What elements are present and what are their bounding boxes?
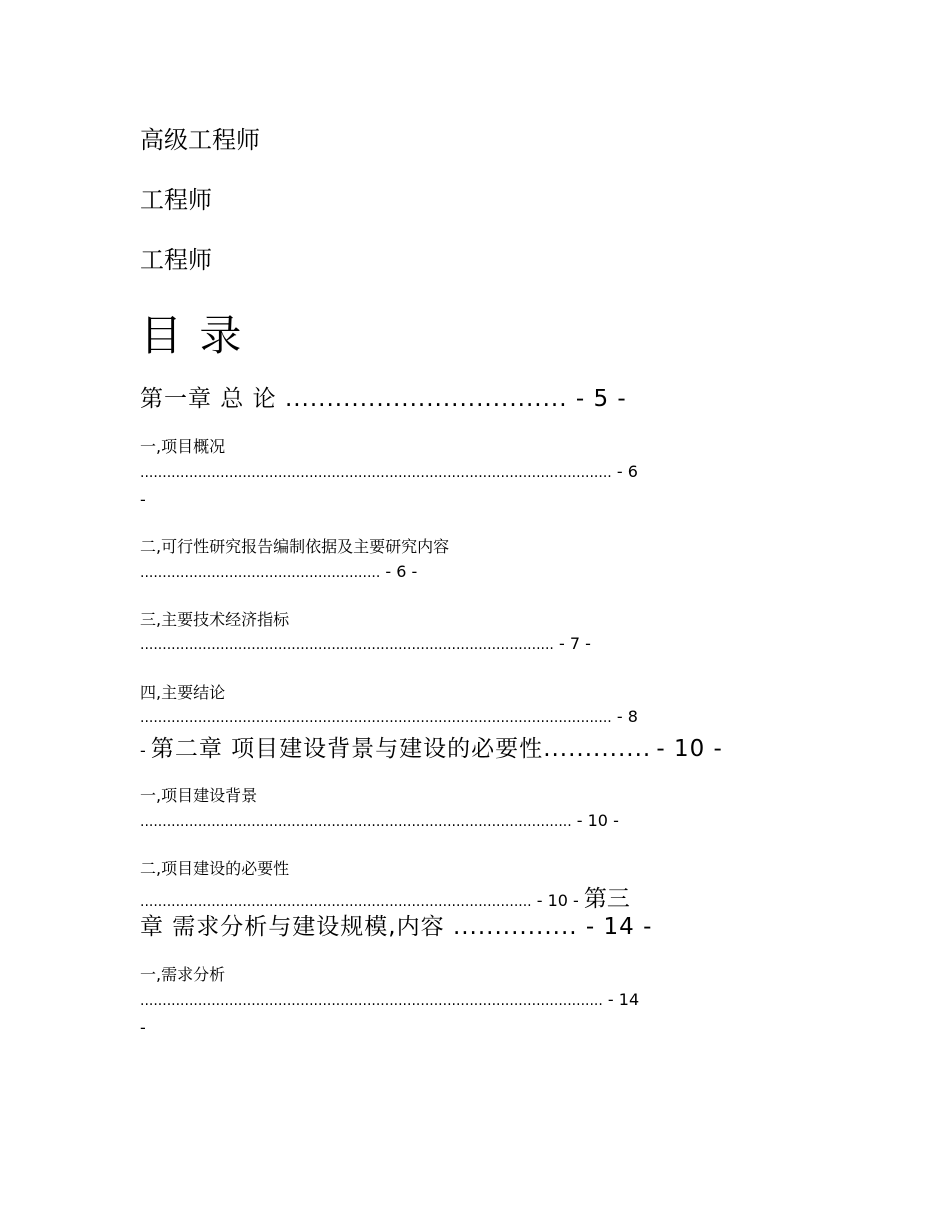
chapter-label: 章 需求分析与建设规模,内容 (140, 914, 445, 940)
page-number: - 14 (607, 990, 640, 1009)
page-number: - 10 - (576, 811, 619, 830)
toc-chapter-2[interactable] (140, 730, 723, 763)
chapter-label: 第一章 总 论 (140, 386, 277, 412)
toc-entry-leader[interactable] (140, 990, 639, 1009)
chapter-dots: ............... (452, 914, 578, 940)
toc-entry-leader[interactable] (140, 562, 417, 581)
page-number: - 8 (616, 707, 638, 726)
page-number: - 6 (616, 462, 638, 481)
chapter-dots: .................................. (284, 386, 568, 412)
chapter-page: - 10 - (656, 736, 723, 762)
page-number: - 10 - (536, 891, 579, 910)
toc-entry-label[interactable]: 四,主要结论 (140, 683, 226, 702)
toc-entry-label[interactable]: 三,主要技术经济指标 (140, 610, 290, 629)
toc-entry-label[interactable]: 二,可行性研究报告编制依据及主要研究内容 (140, 537, 450, 556)
toc-entry-label[interactable]: 二,项目建设的必要性 (140, 859, 290, 878)
leader-dots: .......................................................................................................... (140, 465, 612, 481)
toc-entry-leader[interactable] (140, 811, 619, 830)
leader-dots: ................................................................................................. (140, 814, 572, 830)
leader-dots: ............................................................................................. (140, 637, 554, 653)
signer-title-1: 高级工程师 (140, 126, 260, 154)
chapter-label: 第二章 项目建设背景与建设的必要性 (150, 736, 544, 762)
toc-heading: 目 录 (140, 311, 244, 360)
toc-chapter-1[interactable] (140, 380, 627, 413)
leader-dots: ...................................................... (140, 565, 381, 581)
chapter-dots: ............. (543, 736, 652, 762)
signer-title-2: 工程师 (140, 186, 212, 214)
page-number-tail: - (140, 490, 146, 509)
toc-entry-leader[interactable] (140, 462, 638, 481)
toc-entry-label[interactable]: 一,项目建设背景 (140, 786, 258, 805)
page-number: - 6 - (385, 562, 418, 581)
toc-entry-label[interactable]: 一,需求分析 (140, 965, 226, 984)
toc-entry-label[interactable]: 一,项目概况 (140, 437, 226, 456)
page-number-tail: - (140, 1018, 146, 1037)
toc-entry-leader[interactable] (140, 634, 591, 653)
chapter-page: - 5 - (575, 386, 627, 412)
toc-chapter-3[interactable] (140, 908, 652, 941)
signer-title-3: 工程师 (140, 246, 212, 274)
page-number: - 7 - (558, 634, 591, 653)
page-number-tail: - (140, 741, 146, 760)
leader-dots: .......................................................................................................... (140, 710, 612, 726)
toc-entry-leader[interactable] (140, 707, 638, 726)
leader-dots: ........................................................................................ (140, 894, 532, 910)
chapter-page: - 14 - (585, 914, 653, 940)
chapter-label-start: 第三 (583, 886, 630, 912)
leader-dots: ........................................................................................................ (140, 993, 603, 1009)
